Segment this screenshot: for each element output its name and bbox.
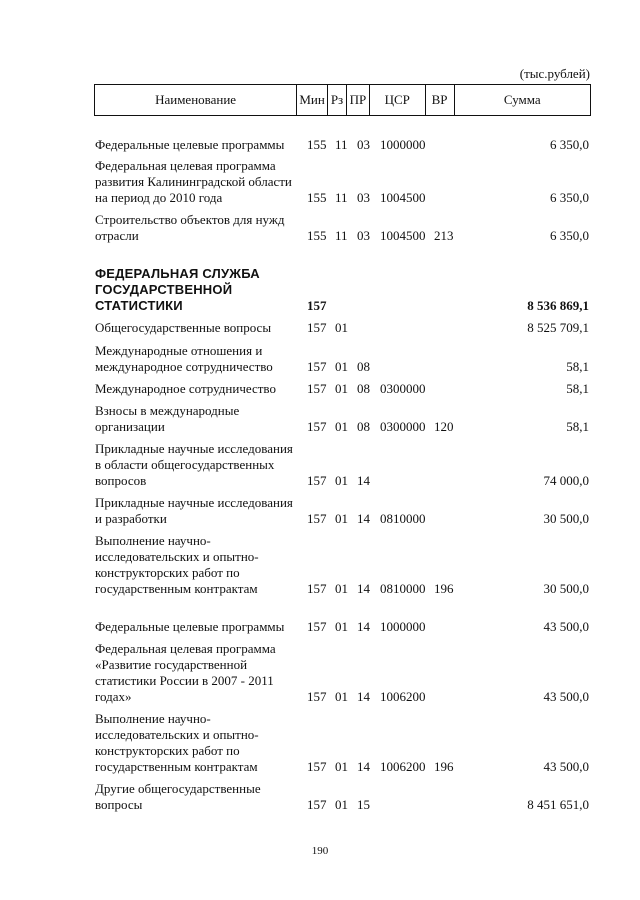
row-name: Федеральная целевая программа развития Калининградской области на период до 2010 года	[95, 158, 292, 205]
row-name: Международное сотрудничество	[95, 381, 276, 396]
row-name: ФЕДЕРАЛЬНАЯ СЛУЖБА ГОСУДАРСТВЕННОЙ СТАТИСТИКИ	[95, 266, 260, 313]
header-sum: Сумма	[503, 92, 541, 107]
row-pr: 14	[357, 759, 370, 774]
table-row	[95, 781, 590, 813]
table-row	[95, 533, 590, 597]
row-name: Международные отношения и международное сотрудничество	[95, 343, 273, 374]
row-sum: 43 500,0	[543, 689, 589, 704]
row-vr: 213	[434, 228, 454, 243]
row-pr: 08	[357, 419, 370, 434]
row-min: 157	[307, 581, 327, 596]
row-csr: 1004500	[380, 228, 426, 243]
header-pr: ПР	[347, 85, 370, 115]
header-vr: ВР	[426, 85, 455, 115]
table-row	[95, 603, 590, 635]
row-sum: 6 350,0	[550, 228, 589, 243]
row-sum: 74 000,0	[543, 473, 589, 488]
row-name: Выполнение научно-исследовательских и опытно-конструкторских работ по государственным контрактам	[95, 711, 259, 774]
row-rz: 01	[335, 473, 348, 488]
row-min: 157	[307, 320, 327, 335]
row-sum: 58,1	[566, 381, 589, 396]
row-csr: 0300000	[380, 381, 426, 396]
row-min: 157	[307, 359, 327, 374]
row-rz: 11	[335, 228, 348, 243]
row-rz: 11	[335, 190, 348, 205]
row-pr: 03	[357, 228, 370, 243]
row-csr: 1004500	[380, 190, 426, 205]
header-name: Наименование	[95, 85, 297, 115]
row-pr: 14	[357, 511, 370, 526]
row-csr: 1006200	[380, 759, 426, 774]
row-rz: 01	[335, 359, 348, 374]
row-pr: 14	[357, 619, 370, 634]
row-min: 157	[307, 689, 327, 704]
row-sum: 8 451 651,0	[527, 797, 589, 812]
row-csr: 0300000	[380, 419, 426, 434]
row-sum: 8 525 709,1	[527, 320, 589, 335]
row-pr: 03	[357, 190, 370, 205]
row-rz: 01	[335, 581, 348, 596]
row-vr: 196	[434, 581, 454, 596]
row-rz: 01	[335, 419, 348, 434]
row-name: Прикладные научные исследования и разработки	[95, 495, 293, 526]
row-min: 157	[307, 511, 327, 526]
row-min: 157	[307, 619, 327, 634]
row-min: 157	[307, 473, 327, 488]
header-csr: ЦСР	[370, 85, 426, 115]
row-min: 155	[307, 137, 327, 152]
row-sum: 8 536 869,1	[527, 298, 589, 313]
row-min: 155	[307, 190, 327, 205]
row-csr: 1000000	[380, 619, 426, 634]
row-rz: 11	[335, 137, 348, 152]
table-row	[95, 343, 590, 375]
table-row	[95, 121, 590, 153]
table-row	[95, 212, 590, 244]
row-name: Федеральные целевые программы	[95, 137, 285, 152]
row-name: Строительство объектов для нужд отрасли	[95, 212, 285, 243]
row-rz: 01	[335, 759, 348, 774]
row-sum: 30 500,0	[543, 511, 589, 526]
page-number: 190	[311, 845, 329, 857]
row-name: Федеральная целевая программа «Развитие государственной статистики России в 2007 - 2011 годах»	[95, 641, 276, 704]
row-sum: 6 350,0	[550, 190, 589, 205]
table-header	[94, 84, 591, 116]
row-min: 157	[307, 419, 327, 434]
table-row	[95, 711, 590, 775]
row-name: Федеральные целевые программы	[95, 619, 285, 634]
row-rz: 01	[335, 797, 348, 812]
row-pr: 14	[357, 473, 370, 488]
row-sum: 58,1	[566, 359, 589, 374]
row-min: 157	[307, 759, 327, 774]
row-name: Взносы в международные организации	[95, 403, 240, 434]
row-pr: 08	[357, 359, 370, 374]
row-vr: 196	[434, 759, 454, 774]
row-name: Прикладные научные исследования в области общегосударственных вопросов	[95, 441, 293, 488]
row-rz: 01	[335, 511, 348, 526]
row-rz: 01	[335, 320, 348, 335]
table-row	[95, 641, 590, 705]
row-pr: 15	[357, 797, 370, 812]
row-name: Общегосударственные вопросы	[95, 320, 272, 335]
row-sum: 58,1	[566, 419, 589, 434]
row-csr: 1000000	[380, 137, 426, 152]
row-sum: 43 500,0	[543, 759, 589, 774]
row-sum: 43 500,0	[543, 619, 589, 634]
row-pr: 14	[357, 689, 370, 704]
row-pr: 08	[357, 381, 370, 396]
row-name: Другие общегосударственные вопросы	[95, 781, 261, 812]
header-min: Мин	[297, 85, 328, 115]
row-vr: 120	[434, 419, 454, 434]
row-min: 157	[307, 381, 327, 396]
row-min: 157	[307, 797, 327, 812]
table-row	[95, 381, 590, 397]
row-rz: 01	[335, 689, 348, 704]
row-min: 157	[307, 298, 327, 313]
row-csr: 1006200	[380, 689, 426, 704]
row-min: 155	[307, 228, 327, 243]
table-row	[95, 266, 590, 314]
table-row	[95, 441, 590, 489]
row-csr: 0810000	[380, 511, 426, 526]
row-csr: 0810000	[380, 581, 426, 596]
row-sum: 6 350,0	[550, 137, 589, 152]
row-pr: 14	[357, 581, 370, 596]
header-rz: Рз	[328, 85, 347, 115]
units-label: (тыс.рублей)	[519, 66, 590, 81]
table-row	[95, 158, 590, 206]
row-rz: 01	[335, 381, 348, 396]
table-row	[95, 403, 590, 435]
row-pr: 03	[357, 137, 370, 152]
row-name: Выполнение научно-исследовательских и опытно-конструкторских работ по государственным контрактам	[95, 533, 259, 596]
table-row	[95, 320, 590, 336]
row-rz: 01	[335, 619, 348, 634]
row-sum: 30 500,0	[543, 581, 589, 596]
table-row	[95, 495, 590, 527]
